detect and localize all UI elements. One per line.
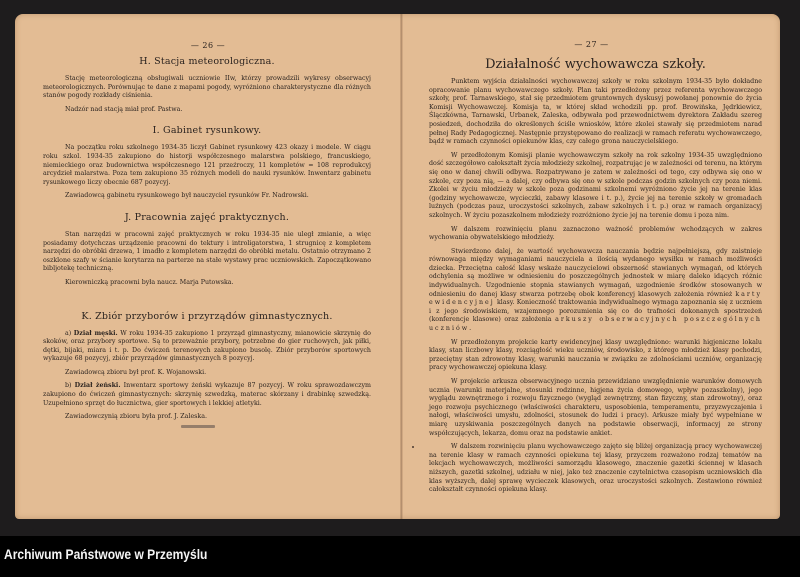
paragraph: W przedłożonym projekcie karty ewidencyjnej klasy uwzględniono: warunki higjeniczne lokalu klasy, stan liczbowy klasy, rozciągłość wieku uczniów, środowisko, z którego młodzież klasy pochodzi, przeciętny stan zdrowotny klasy, warunki nauczania w związku ze zdolnościami uczniów, organizację pracy wychowawczej opiekuna klasy. (429, 338, 762, 372)
paragraph-signature: Zawiadowcą gabinetu rysunkowego był nauczyciel rysunków Fr. Nadrowski. (65, 192, 309, 200)
paragraph: Punktem wyjścia działalności wychowawczej szkoły w roku szkolnym 1934-35 było dokładne opracowanie planu wychowawczego szkoły. Plan taki przedłożony przez referenta wychowawczego szkoły, prof. Tarnawskiego, stał się przedmiotem gruntownych dyskusyj powołanej ponownie do życia Komisji Wychowawczej. Komisja ta, w której skład wchodzili pp. prof. Browińska, Jędrkiewicz, Ślączkówna, Tarnawski, Urbanek, Zaleska, odbywała pod przewodnictwem dyrektora Zakładu szereg posiedzeń, dochodziła do określonych ściśle wniosków, które zkolei stawały się przedmiotem narad pełnej Rady Pedagogicznej. Następnie przystępowano do realizacji w ramach referatu wychowawczego, bądź w ramach czynności opiekunów klas, czy całego grona nauczycielskiego. (429, 78, 762, 146)
spaced-term: karty ewidencyjnej (429, 290, 762, 307)
subsection-label-mens: Dział męski. (73, 329, 118, 337)
archive-footer (0, 536, 800, 577)
paragraph-text: . (469, 325, 472, 333)
paragraph-signature: Nadzór nad stacją miał prof. Pastwa. (65, 105, 183, 113)
paragraph: W dalszem rozwinięciu planu wychowawczego zajęto się bliżej organizacją pracy wychowawczej na terenie klasy w ramach czynności opiekuna tej klasy, przyczem rozważono rodzaj tematów na lekcjach wychowawczych, możliwości samorządu klasowego, znaczenie gazetki ściennej w klasach niższych, gazetki szkolnej, udziału w niej, jako też znaczenie czytelnictwa czasopism uczniowskich dla klas wyższych, dalej sprawę wycieczek klasowych, oraz uroczystości szkolnych. Zestawiono również całokształt czynności opiekuna klasy. (429, 443, 762, 494)
spaced-term: arkuszy obserwacyjnych poszczególnych uczniów (429, 316, 762, 333)
section-heading-i: I. Gabinet rysunkowy. (152, 125, 262, 137)
page-number-right: — 27 — (574, 40, 609, 49)
paragraph-text: klasy. Konieczność traktowania indywidualnego wymaga zapoznania się z uczniem i z jego środowiskiem, wzajemnego porozumienia się co do trafności dokonanych spostrzeżeń (konferencje klasowe) oraz założenia (429, 299, 762, 324)
paragraph-signature: Zawiadowcą zbioru był prof. K. Wojanowski. (65, 368, 207, 376)
margin-mark (412, 446, 414, 448)
paragraph: W dalszem rozwinięciu planu zaznaczono ważność problemów wchodzących w zakres wychowania obywatelskiego młodzieży. (429, 225, 762, 242)
paragraph: W projekcie arkusza obserwacyjnego ucznia przewidziano uwzględnienie warunków domowych ucznia (warunki materjalne, stosunki rodzinne, higjena życia domowego, wpływ pozaszkolny), jego wyglądu zewnętrznego i rozwoju fizycznego (wygląd zewnętrzny, stan fizyczny, stan zdrowotny), oraz jego rozwoju psychicznego (właściwości charakteru, usposobienia, temperamentu, przyzwyczajenia i nałogi, właściwości umysłu, zdolności, stosunek do ludzi i pracy). Arkusze miały być wypełniane w miarę uzyskiwania poszczególnych danych na podstawie obserwacji, informacyj ze strony współczujących, lekarza, domu oraz na podstawie ankiet. (429, 378, 762, 437)
paragraph: W przedłożonym Komisji planie wychowawczym szkoły na rok szkolny 1934-35 uwzględniono dość szczegółowo całokształt życia młodzieży szkolnej, rozpatrując je w zależności od terenu, na którym się ono w danej chwili odbywa. Rozpatrywano je zatem w zależności od tego, czy odbywa się ono w szkole, czy poza nią, — a dalej, czy odbywa się ono w szkole podczas godzin szkolnych czy poza niemi. Zkolei w życiu młodzieży w szkole poza godzinami szkolnemi wyróżniono życie jej na terenie klas (godziny wychowawcze, wycieczki, zabawy klasowe i t. p.), życie jej na terenie szkoły w gromadach luźnych (podczas pauz, uroczystości szkolnych, zabaw szkolnych i t. p.) oraz w ramach organizacyj szkolnych. W życiu pozaszkolnem młodzieży rozróżniono życie jej na terenie domu i poza nim. (429, 151, 762, 219)
left-page (15, 14, 402, 519)
paragraph-signature: Zawiadowczynią zbioru była prof. J. Zaleska. (65, 413, 207, 421)
subsection-prefix: a) (65, 329, 72, 337)
archive-label: Archiwum Państwowe w Przemyślu (4, 546, 208, 562)
subsection-prefix: b) (65, 382, 72, 390)
open-book-spread (15, 14, 780, 519)
end-rule (181, 425, 215, 428)
paragraph: Stację meteorologiczną obsługiwali uczniowie IIw, którzy prowadzili wykresy obserwacyj meteorologicznych. Porównując te dane z mapami pogody, wyróżniono charakterystyczne dla różnych stanów pogody rozkłady ciśnienia. (43, 75, 371, 100)
right-page (403, 14, 780, 519)
paragraph: Na początku roku szkolnego 1934-35 liczył Gabinet rysunkowy 423 okazy i modele. W ciągu roku szkol. 1934-35 zakupiono do historji współczesnego malarstwa polskiego, francuskiego, niemieckiego oraz budownictwa współczesnego 121 przeźroczy, 11 kompletów = 108 reprodukcyj arcydzieł malarstwa. Poza tem zakupiono 35 różnych modeli do nauki rysunków. Inwentarz gabinetu rysunkowego liczy obecnie 687 pozycyj. (43, 144, 371, 186)
page-number-left: — 26 — (190, 41, 226, 50)
paragraph-text: Stwierdzono dalej, że wartość wychowawcza nauczania będzie najpełniejszą, gdy zaistnieje równowaga między wymaganiami nauczyciela a ilością wydanego wysiłku w ramach możliwości dziecka. Przeciętna całość klasy wskaże nauczycielowi obszerność stawianych wymagań, od których odchylenia są możliwe w odniesieniu do poszczególnych jednostek w miarę daleko idących różnic indywidualnych. Uzgodnienie stopnia stawianych wymagań, uzgodnienie środków stosowanych w odniesieniu do danej klasy stwarza potrzebę obok konferencyj klasowych założenia również (429, 247, 762, 298)
paragraph-womens-division (43, 382, 371, 408)
paragraph-text: Inwentarz sportowy żeński wykazuje 87 pozycyj. W roku sprawozdawczym zakupiono do ćwiczeń gimnastycznych: skrzynię szwedzką, materac skórzany i drabinkę szwedzką. Uzupełniono sprzęt do łucznictwa, gier sportowych i lekkiej atletyki. (43, 382, 371, 407)
chapter-title: Działalność wychowawcza szkoły. (485, 57, 706, 72)
paragraph-with-spaced-terms (429, 248, 762, 334)
paragraph: Stan narzędzi w pracowni zajęć praktycznych w roku 1934-35 nie uległ zmianie, a więc posiadamy dotychczas urządzenie pracowni do tektury i introligatorstwa, 1 strugnicę z kompletem narzędzi do obróbki drzewa, 1 imadło z kompletem narzędzi do obróbki metalu. Ostatnio otrzymano 2 oszklone szafy w ścianie korytarza na parterze na stałe wystawy prac uczniowskich. Zapoczątkowano bibljotekę techniczną. (43, 230, 371, 273)
section-heading-k: K. Zbiór przyborów i przyrządów gimnastycznych. (81, 310, 333, 322)
section-heading-h: H. Stacja meteorologiczna. (139, 56, 275, 67)
paragraph-text: W roku 1934-35 zakupiono 1 przyrząd gimnastyczny, mianowicie skrzynię do skoków, oraz przybory sportowe. Są to przeważnie przybory, potrzebne do gier ruchowych, jak piłki, dętki, bijaki, miara i t. p. Do ćwiczeń terenowych zakupiono busolę. Zbiór przyborów sportowych wykazuje 68 pozycyj, zbiór przyrządów gimnastycznych 8 pozycyj. (43, 329, 371, 363)
paragraph-mens-division (43, 330, 371, 364)
paragraph-signature: Kierowniczką pracowni była naucz. Marja Putowska. (65, 278, 234, 286)
section-heading-j: J. Pracownia zajęć praktycznych. (124, 211, 290, 223)
subsection-label-womens: Dział żeński. (74, 382, 121, 390)
